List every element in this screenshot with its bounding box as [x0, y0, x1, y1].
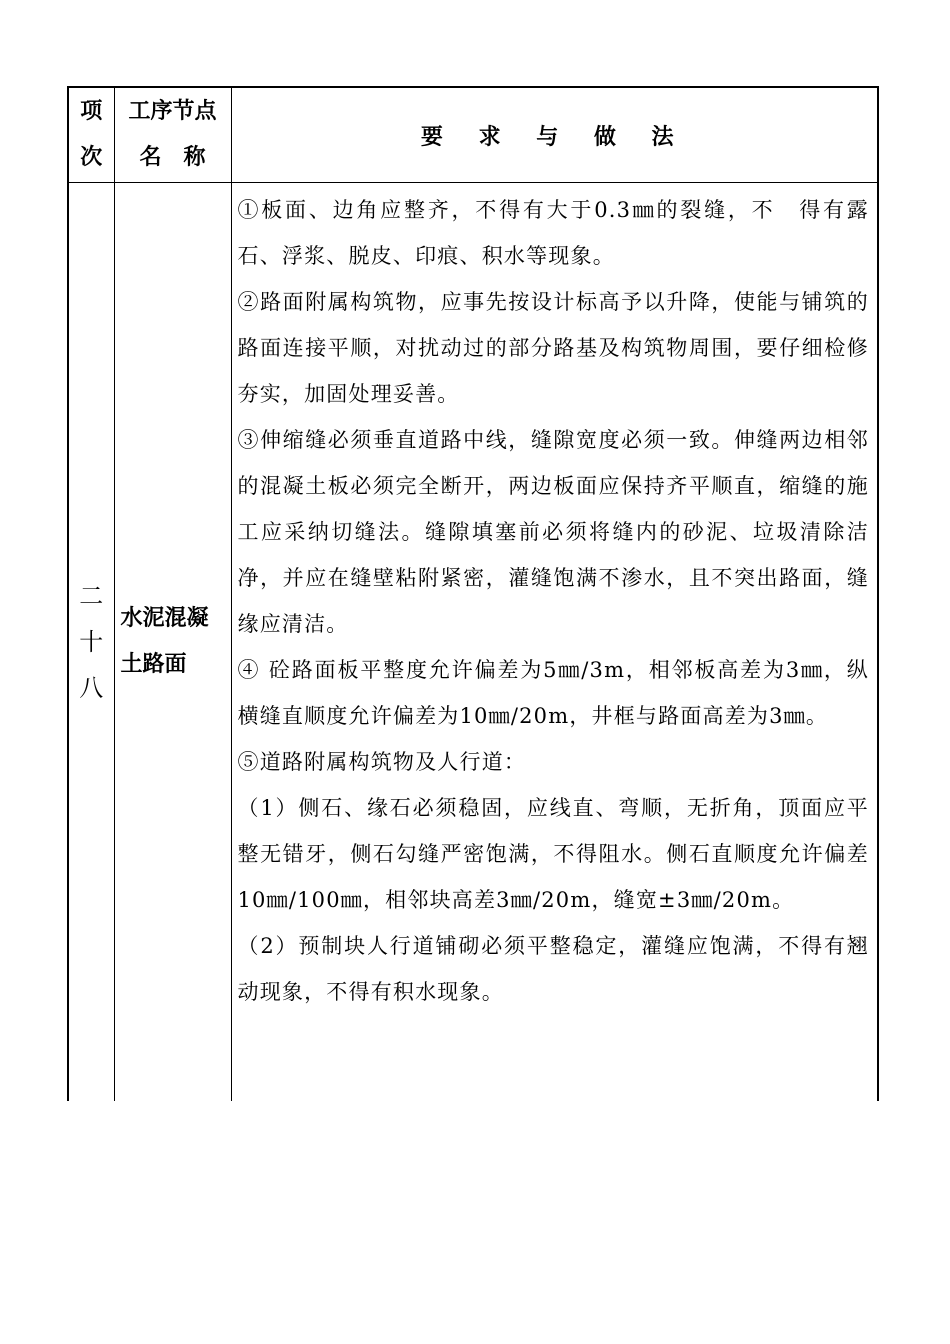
requirements-cell [231, 183, 878, 1102]
requirement-paragraph-1: ①板面、边角应整齐，不得有大于0.3㎜的裂缝，不 得有露石、浮浆、脱皮、印痕、积水等现象。 [237, 198, 869, 268]
requirement-paragraph-4: ④ 砼路面板平整度允许偏差为5㎜/3m，相邻板高差为3㎜，纵横缝直顺度允许偏差为10㎜/20m，井框与路面高差为3㎜。 [237, 658, 869, 728]
item-number-line2: 十 [79, 628, 104, 656]
header-process-name [114, 87, 231, 183]
process-name-cell [114, 183, 231, 1102]
requirement-paragraph-5: ⑤道路附属构筑物及人行道： [237, 750, 527, 774]
header-process-name-line2: 名 称 [139, 145, 206, 170]
item-number-line3: 八 [79, 674, 104, 702]
item-number-cell [68, 183, 114, 1102]
item-number-line1: 二 [79, 582, 104, 610]
header-item-number-line1: 项 [80, 99, 103, 124]
requirement-paragraph-6: （1）侧石、缘石必须稳固，应线直、弯顺，无折角，顶面应平整无错牙，侧石勾缝严密饱满，不得阻水。侧石直顺度允许偏差10㎜/100㎜，相邻块高差3㎜/20m，缝宽±3㎜/20m。 [237, 796, 869, 912]
header-requirements: 要 求 与 做 法 [231, 87, 878, 183]
header-item-number [68, 87, 114, 183]
header-item-number-line2: 次 [80, 145, 103, 170]
requirement-paragraph-2: ②路面附属构筑物，应事先按设计标高予以升降，使能与铺筑的路面连接平顺，对扰动过的部分路基及构筑物周围，要仔细检修夯实，加固处理妥善。 [237, 290, 869, 406]
table-header-row [68, 87, 878, 183]
table-row [68, 183, 878, 1102]
requirement-paragraph-3: ③伸缩缝必须垂直道路中线，缝隙宽度必须一致。伸缝两边相邻的混凝土板必须完全断开，两边板面应保持齐平顺直，缩缝的施工应采纳切缝法。缝隙填塞前必须将缝内的砂泥、垃圾清除洁净，并应在缝壁粘附紧密，灌缝饱满不渗水，且不突出路面，缝缘应清洁。 [237, 428, 869, 636]
process-name-line1: 水泥混凝 [120, 606, 209, 631]
requirements-table [67, 86, 879, 1101]
requirement-paragraph-7: （2）预制块人行道铺砌必须平整稳定，灌缝应饱满，不得有翘动现象，不得有积水现象。 [237, 934, 869, 1004]
process-name-line2: 土路面 [120, 652, 187, 677]
header-process-name-line1: 工序节点 [128, 99, 217, 124]
